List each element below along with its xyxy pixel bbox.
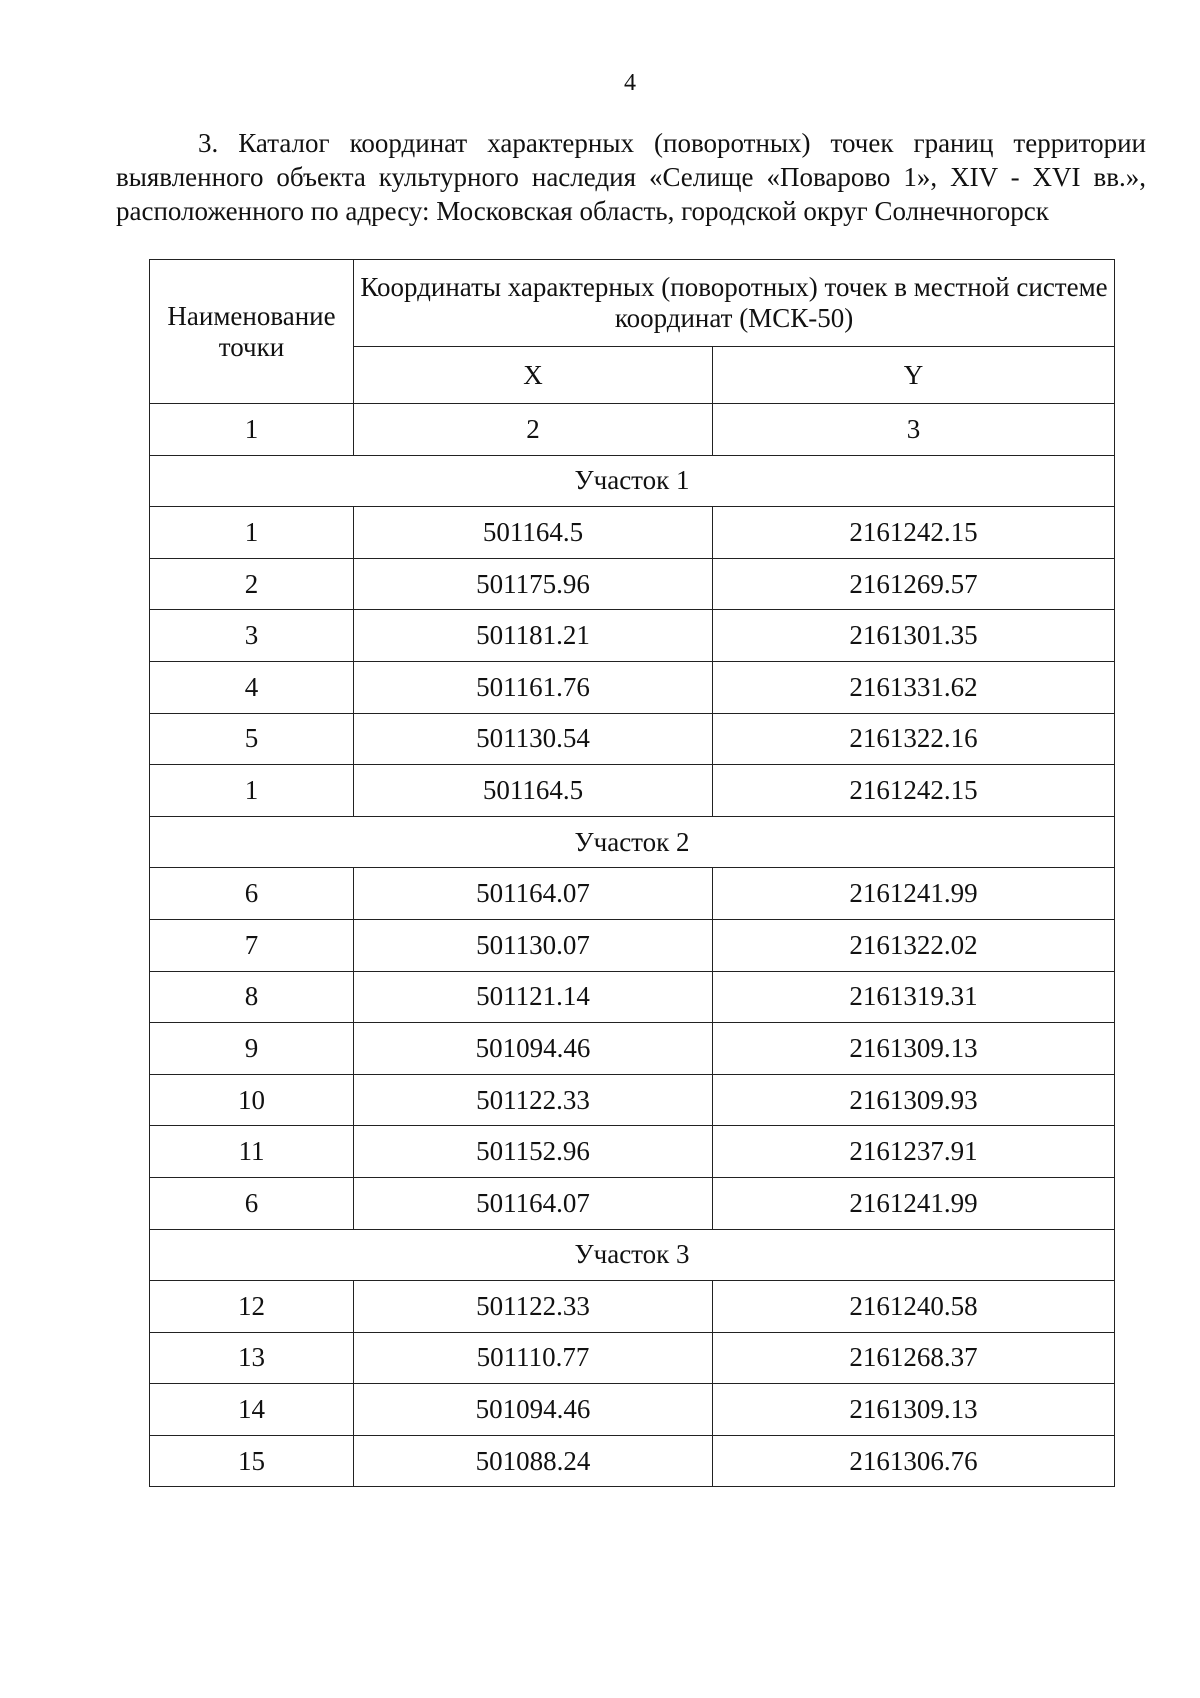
column-number-1: 1 xyxy=(150,404,354,456)
x-coordinate-cell: 501164.07 xyxy=(354,868,713,920)
header-coordinates-group: Координаты характерных (поворотных) точек в местной системе координат (МСК-50) xyxy=(354,260,1115,347)
header-y: Y xyxy=(713,347,1115,404)
y-coordinate-cell: 2161237.91 xyxy=(713,1126,1115,1178)
point-name-cell: 7 xyxy=(150,919,354,971)
x-coordinate-cell: 501181.21 xyxy=(354,610,713,662)
point-name-cell: 2 xyxy=(150,558,354,610)
point-name-cell: 9 xyxy=(150,1023,354,1075)
y-coordinate-cell: 2161306.76 xyxy=(713,1435,1115,1487)
x-coordinate-cell: 501152.96 xyxy=(354,1126,713,1178)
table-row xyxy=(150,507,1115,559)
table-row xyxy=(150,765,1115,817)
y-coordinate-cell: 2161241.99 xyxy=(713,1177,1115,1229)
point-name-cell: 1 xyxy=(150,507,354,559)
point-name-cell: 6 xyxy=(150,1177,354,1229)
point-name-cell: 14 xyxy=(150,1384,354,1436)
table-row xyxy=(150,1332,1115,1384)
x-coordinate-cell: 501094.46 xyxy=(354,1023,713,1075)
table-row xyxy=(150,713,1115,765)
x-coordinate-cell: 501110.77 xyxy=(354,1332,713,1384)
point-name-cell: 1 xyxy=(150,765,354,817)
section-header-row xyxy=(150,1229,1115,1281)
section-title: Участок 1 xyxy=(150,455,1115,507)
section-title: Участок 3 xyxy=(150,1229,1115,1281)
x-coordinate-cell: 501130.07 xyxy=(354,919,713,971)
table-row xyxy=(150,919,1115,971)
point-name-cell: 11 xyxy=(150,1126,354,1178)
point-name-cell: 6 xyxy=(150,868,354,920)
x-coordinate-cell: 501164.5 xyxy=(354,765,713,817)
page-number: 4 xyxy=(624,70,636,96)
point-name-cell: 10 xyxy=(150,1074,354,1126)
table-row xyxy=(150,1281,1115,1333)
table-row xyxy=(150,610,1115,662)
point-name-cell: 8 xyxy=(150,971,354,1023)
table-row xyxy=(150,558,1115,610)
x-coordinate-cell: 501122.33 xyxy=(354,1074,713,1126)
y-coordinate-cell: 2161242.15 xyxy=(713,765,1115,817)
y-coordinate-cell: 2161240.58 xyxy=(713,1281,1115,1333)
point-name-cell: 15 xyxy=(150,1435,354,1487)
y-coordinate-cell: 2161309.13 xyxy=(713,1384,1115,1436)
column-number-row xyxy=(150,404,1115,456)
header-point-name: Наименование точки xyxy=(150,260,354,404)
table-row xyxy=(150,1074,1115,1126)
x-coordinate-cell: 501164.07 xyxy=(354,1177,713,1229)
x-coordinate-cell: 501122.33 xyxy=(354,1281,713,1333)
point-name-cell: 5 xyxy=(150,713,354,765)
column-number-3: 3 xyxy=(713,404,1115,456)
header-x: X xyxy=(354,347,713,404)
point-name-cell: 12 xyxy=(150,1281,354,1333)
column-number-2: 2 xyxy=(354,404,713,456)
section-title: Участок 2 xyxy=(150,816,1115,868)
point-name-cell: 3 xyxy=(150,610,354,662)
y-coordinate-cell: 2161268.37 xyxy=(713,1332,1115,1384)
table-header-row xyxy=(150,260,1115,347)
table-row xyxy=(150,868,1115,920)
y-coordinate-cell: 2161319.31 xyxy=(713,971,1115,1023)
section-header-row xyxy=(150,816,1115,868)
y-coordinate-cell: 2161269.57 xyxy=(713,558,1115,610)
y-coordinate-cell: 2161331.62 xyxy=(713,661,1115,713)
table-row xyxy=(150,1177,1115,1229)
x-coordinate-cell: 501164.5 xyxy=(354,507,713,559)
table-row xyxy=(150,971,1115,1023)
table-row xyxy=(150,1384,1115,1436)
y-coordinate-cell: 2161322.16 xyxy=(713,713,1115,765)
x-coordinate-cell: 501088.24 xyxy=(354,1435,713,1487)
point-name-cell: 4 xyxy=(150,661,354,713)
catalog-heading: 3. Каталог координат характерных (поворотных) точек границ территории выявленного объекта культурного наследия «Селище «Поварово 1», XIV - XVI вв.», расположенного по адресу: Московская область, городской округ Солнечногорск xyxy=(116,128,1146,226)
x-coordinate-cell: 501175.96 xyxy=(354,558,713,610)
y-coordinate-cell: 2161242.15 xyxy=(713,507,1115,559)
coordinates-table xyxy=(149,259,1115,1487)
table-row xyxy=(150,661,1115,713)
x-coordinate-cell: 501121.14 xyxy=(354,971,713,1023)
point-name-cell: 13 xyxy=(150,1332,354,1384)
table-row xyxy=(150,1023,1115,1075)
coordinates-table-body xyxy=(150,260,1115,1487)
section-header-row xyxy=(150,455,1115,507)
x-coordinate-cell: 501094.46 xyxy=(354,1384,713,1436)
x-coordinate-cell: 501161.76 xyxy=(354,661,713,713)
y-coordinate-cell: 2161301.35 xyxy=(713,610,1115,662)
y-coordinate-cell: 2161322.02 xyxy=(713,919,1115,971)
table-row xyxy=(150,1126,1115,1178)
y-coordinate-cell: 2161241.99 xyxy=(713,868,1115,920)
table-row xyxy=(150,1435,1115,1487)
x-coordinate-cell: 501130.54 xyxy=(354,713,713,765)
y-coordinate-cell: 2161309.93 xyxy=(713,1074,1115,1126)
y-coordinate-cell: 2161309.13 xyxy=(713,1023,1115,1075)
